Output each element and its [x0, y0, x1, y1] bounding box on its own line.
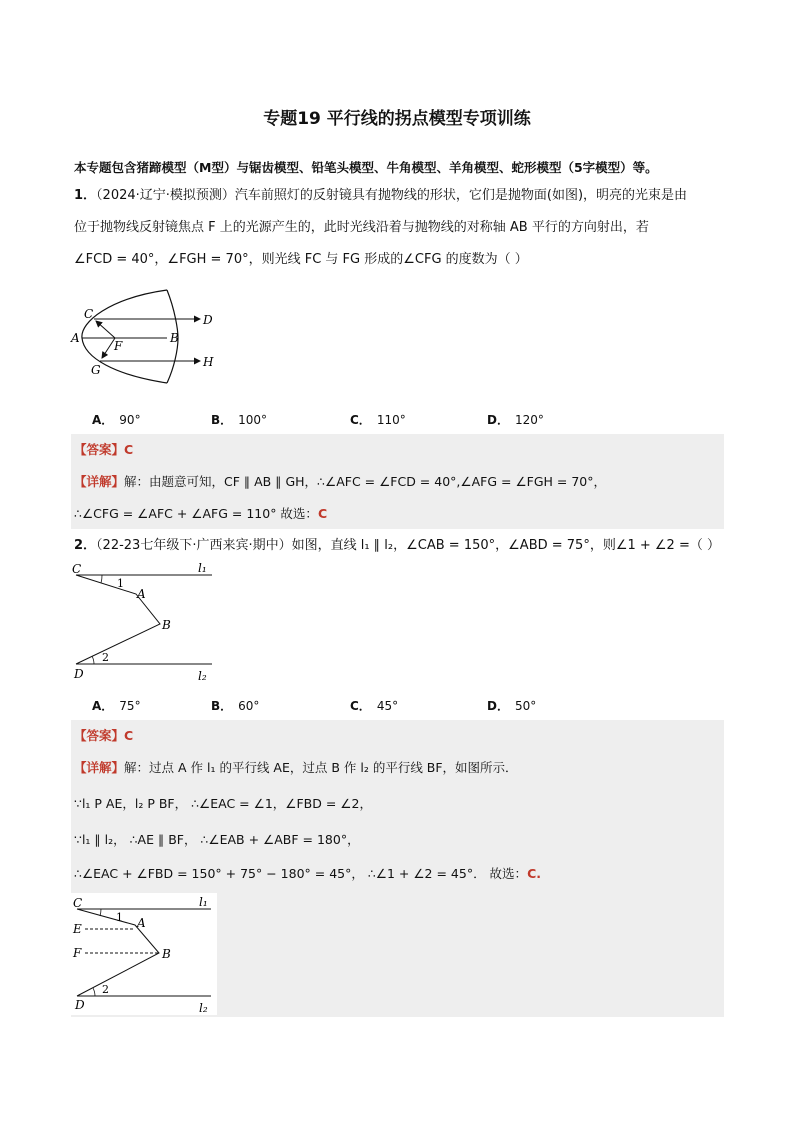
q2-figure — [70, 560, 220, 685]
q2-answer: 【答案】C — [74, 728, 134, 743]
q1-detail-2: ∴∠CFG = ∠AFC + ∠AFG = 110° 故选：C — [74, 506, 328, 521]
q2-text-1: （22-23七年级下·广西来宾·期中）如图，直线 l₁ ∥ l₂，∠CAB = 150°，∠ABD = 75°，则∠1 + ∠2 =（ ） — [96, 538, 720, 553]
q2s-label-b: B — [162, 947, 171, 961]
q1-option-b[interactable]: B． 100° — [211, 413, 268, 427]
q1-option-c[interactable]: C． 110° — [350, 413, 406, 427]
q2-option-d[interactable]: D． 50° — [487, 699, 537, 713]
q2s-label-c: C — [73, 896, 83, 910]
q1-answer: 【答案】C — [74, 442, 134, 457]
q2-number: 2． — [74, 538, 97, 553]
q1-label-d: D — [203, 313, 213, 327]
intro-text: 本专题包含猪蹄模型（M型）与锯齿模型、铅笔头模型、牛角模型、羊角模型、蛇形模型（5字模型）等。 — [74, 160, 658, 175]
q2-line1 — [74, 536, 720, 556]
q2-detail-4: ∴∠EAC + ∠FBD = 150° + 75° − 180° = 45°， ∴∠1 + ∠2 = 45°． 故选：C. — [74, 866, 541, 881]
q2-label-d: D — [74, 667, 84, 681]
q2-label-a: A — [137, 587, 146, 601]
q1-label-c: C — [84, 307, 94, 321]
q2s-label-l2: l₂ — [199, 1001, 208, 1015]
q2-label-b: B — [162, 618, 171, 632]
q2-label-2: 2 — [102, 651, 109, 664]
q1-number: 1． — [74, 188, 97, 203]
q2-label-l2: l₂ — [198, 669, 207, 683]
q2-option-c[interactable]: C． 45° — [350, 699, 399, 713]
q2-detail-3: ∵l₁ ∥ l₂， ∴AE ∥ BF， ∴∠EAB + ∠ABF = 180°， — [74, 832, 360, 847]
q2s-label-l1: l₁ — [199, 895, 208, 909]
angle-1-arc — [101, 575, 102, 583]
q1-label-f: F — [114, 339, 123, 353]
q2s-label-d: D — [75, 998, 85, 1012]
q2-solution-figure — [71, 893, 217, 1015]
q1-text-1: （2024·辽宁·模拟预测）汽车前照灯的反射镜具有抛物线的形状，它们是抛物面(如图)，明亮的光束是由 — [96, 188, 688, 203]
q1-label-b: B — [170, 331, 179, 345]
q2-detail-1: 【详解】解：过点 A 作 l₁ 的平行线 AE，过点 B 作 l₂ 的平行线 BF，如图所示． — [74, 760, 518, 775]
q1-line3: ∠FCD = 40°，∠FGH = 70°，则光线 FC 与 FG 形成的∠CFG 的度数为（ ） — [74, 252, 528, 267]
page-title: 专题19 平行线的拐点模型专项训练 — [263, 109, 531, 129]
q1-line1 — [74, 186, 687, 206]
q2s-label-1: 1 — [116, 911, 123, 924]
ray-fc — [96, 321, 115, 338]
q2-label-1: 1 — [117, 577, 124, 590]
q1-label-g: G — [91, 363, 101, 377]
q1-option-d[interactable]: D． 120° — [487, 413, 544, 427]
q2s-label-2: 2 — [102, 983, 109, 996]
q1-label-h: H — [203, 355, 214, 369]
q2-option-a[interactable]: A． 75° — [92, 699, 141, 713]
q2-label-c: C — [72, 562, 82, 576]
q2-detail-2: ∵l₁ P AE，l₂ P BF， ∴∠EAC = ∠1，∠FBD = ∠2， — [74, 796, 372, 811]
q1-detail-1: 【详解】解：由题意可知，CF ∥ AB ∥ GH，∴∠AFC = ∠FCD = 40°,∠AFG = ∠FGH = 70°， — [74, 474, 606, 489]
q1-option-a[interactable]: A． 90° — [92, 413, 141, 427]
q1-label-a: A — [71, 331, 80, 345]
angle-2-arc — [92, 656, 94, 664]
q2s-label-f: F — [73, 946, 82, 960]
q1-figure — [70, 280, 230, 390]
q2s-label-a: A — [137, 916, 146, 930]
q2s-label-e: E — [73, 922, 82, 936]
q1-line2: 位于抛物线反射镜焦点 F 上的光源产生的，此时光线沿着与抛物线的对称轴 AB 平行的方向射出，若 — [74, 220, 649, 235]
q2-option-b[interactable]: B． 60° — [211, 699, 260, 713]
q2-label-l1: l₁ — [198, 561, 207, 575]
